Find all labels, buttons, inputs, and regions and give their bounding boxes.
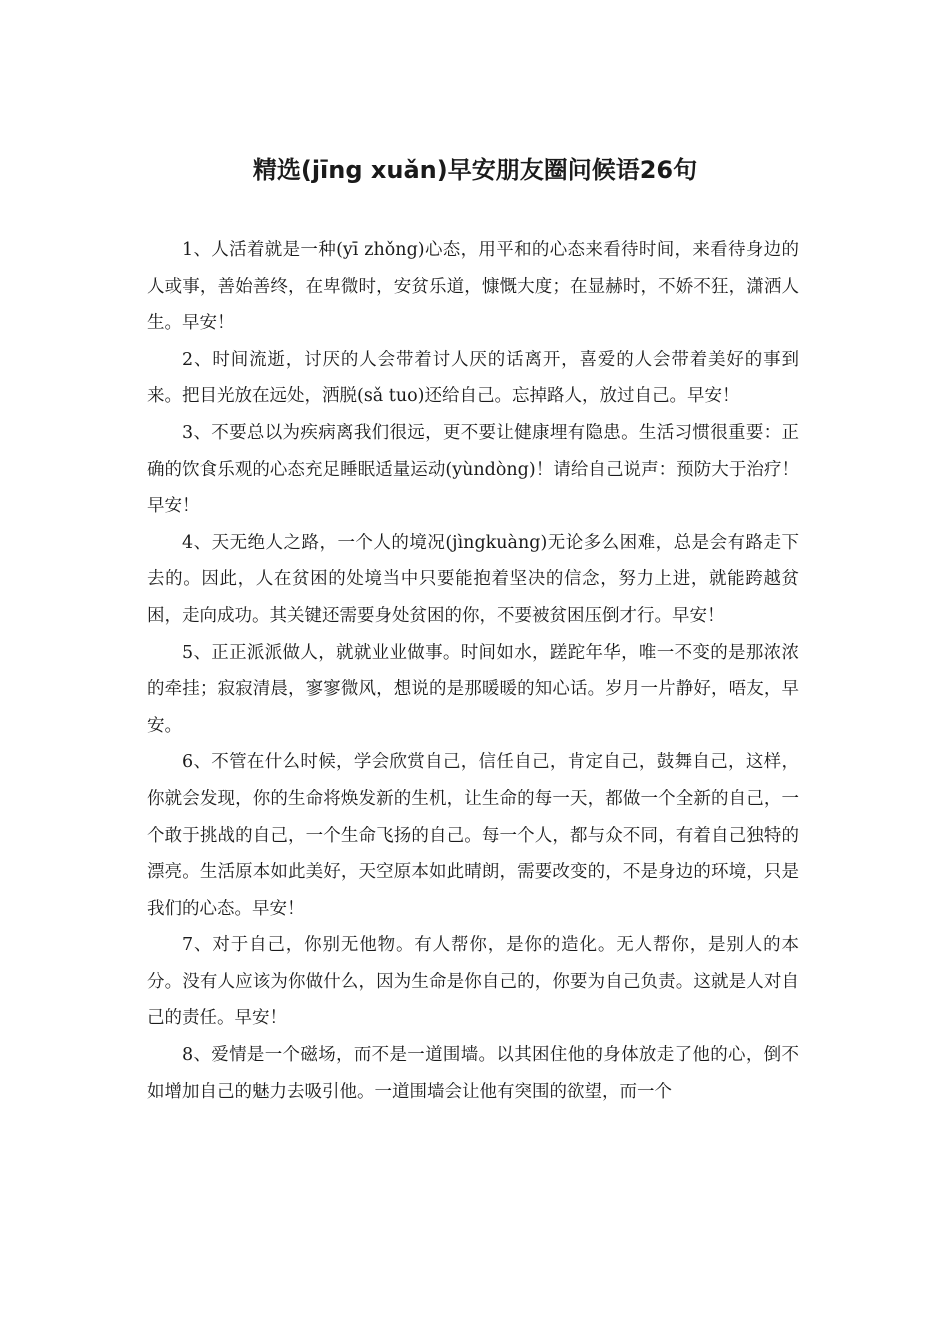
paragraph-1: 1、人活着就是一种(yī zhǒng)心态，用平和的心态来看待时间，来看待身边的人或事，善始善终，在卑微时，安贫乐道，慷慨大度；在显赫时，不娇不狂，潇洒人生。早安！ <box>147 240 799 334</box>
paragraph-3: 3、不要总以为疾病离我们很远，更不要让健康埋有隐患。生活习惯很重要：正确的饮食乐观的心态充足睡眠适量运动(yùndòng)！请给自己说声：预防大于治疗！早安！ <box>147 422 799 517</box>
paragraph-2: 2、时间流逝，讨厌的人会带着讨人厌的话离开，喜爱的人会带着美好的事到来。把目光放在远处，洒脱(sǎ tuo)还给自己。忘掉路人，放过自己。早安！ <box>147 349 799 407</box>
document-title: 精选(jīng xuǎn)早安朋友圈问候语26句 <box>252 156 698 184</box>
paragraph-7: 7、对于自己，你别无他物。有人帮你，是你的造化。无人帮你，是别人的本分。没有人应该为你做什么，因为生命是你自己的，你要为自己负责。这就是人对自己的责任。早安！ <box>147 935 799 1029</box>
document-body <box>147 232 799 1110</box>
paragraph-4: 4、天无绝人之路，一个人的境况(jìngkuàng)无论多么困难，总是会有路走下去的。因此，人在贫困的处境当中只要能抱着坚决的信念，努力上进，就能跨越贫困，走向成功。其关键还需要身处贫困的你，不要被贫困压倒才行。早安！ <box>147 532 799 626</box>
paragraph-8: 8、爱情是一个磁场，而不是一道围墙。以其困住他的身体放走了他的心，倒不如增加自己的魅力去吸引他。一道围墙会让他有突围的欲望，而一个 <box>147 1045 799 1102</box>
paragraph-5: 5、正正派派做人，就就业业做事。时间如水，蹉跎年华，唯一不变的是那浓浓的牵挂；寂寂清晨，寥寥微风，想说的是那暖暖的知心话。岁月一片静好，唔友，早安。 <box>147 642 799 736</box>
paragraph-6: 6、不管在什么时候，学会欣赏自己，信任自己，肯定自己，鼓舞自己，这样，你就会发现，你的生命将焕发新的生机，让生命的每一天，都做一个全新的自己，一个敢于挑战的自己，一个生命飞扬的自己。每一个人，都与众不同，有着自己独特的漂亮。生活原本如此美好，天空原本如此晴朗，需要改变的，不是身边的环境，只是我们的心态。早安！ <box>147 752 799 919</box>
